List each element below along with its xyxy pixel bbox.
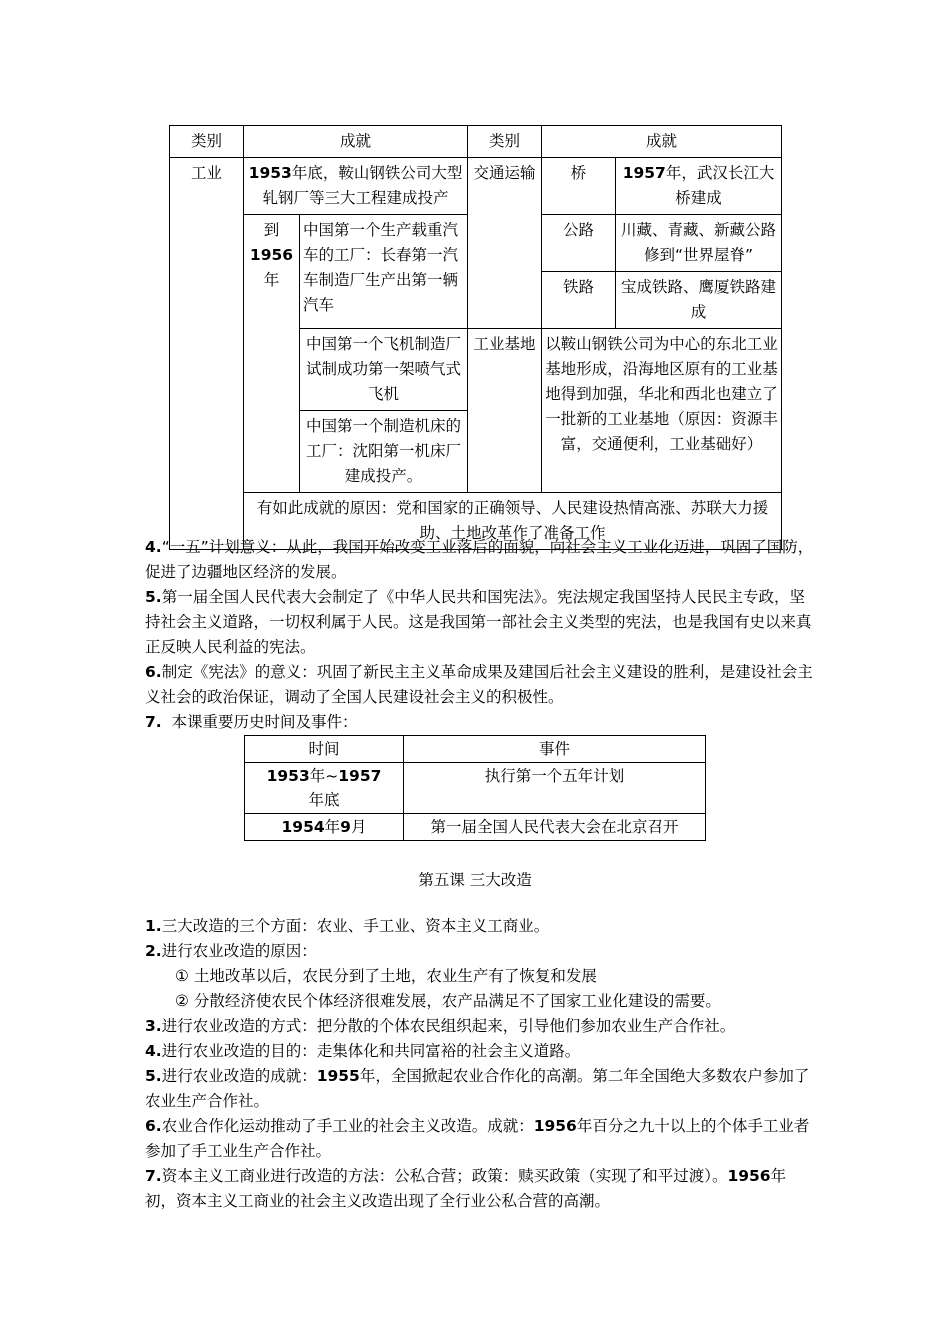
cell-rail: 宝成铁路、鹰厦铁路建成: [616, 272, 782, 329]
b-item-2-sub-1: ① 土地改革以后，农民分到了土地，农业生产有了恢复和发展: [175, 967, 597, 985]
b-item-4: 4.进行农业改造的目的：走集体化和共同富裕的社会主义道路。: [145, 1042, 581, 1060]
lesson-title: 第五课 三大改造: [418, 871, 532, 889]
cell-industrial-base: 以鞍山钢铁公司为中心的东北工业基地形成，沿海地区原有的工业基地得到加强，华北和西北也建立了一批新的工业基地（原因：资源丰富，交通便利，工业基础好）: [542, 329, 782, 493]
cell-anshan: 1953年底，鞍山钢铁公司大型轧钢厂等三大工程建成投产: [244, 158, 468, 215]
b-item-2: 2.进行农业改造的原因：: [145, 942, 317, 960]
cell-bridge: 1957年，武汉长江大桥建成: [616, 158, 782, 215]
label-road: 公路: [542, 215, 616, 272]
header-achievement-1: 成就: [244, 126, 468, 158]
b-item-7: 7.资本主义工商业进行改造的方法：公私合营；政策：赎买政策（实现了和平过渡）。1956年初，资本主义工商业的社会主义改造出现了全行业公私合营的高潮。: [145, 1167, 787, 1210]
header-event: 事件: [404, 736, 706, 763]
cell-plane: 中国第一个飞机制造厂试制成功第一架喷气式飞机: [300, 329, 468, 411]
cell-machine-tool: 中国第一个制造机床的工厂：沈阳第一机床厂建成投产。: [300, 411, 468, 493]
label-bridge: 桥: [542, 158, 616, 215]
b-item-6: 6.农业合作化运动推动了手工业的社会主义改造。成就：1956年百分之九十以上的个体手工业者参加了手工业生产合作社。: [145, 1117, 810, 1160]
cell-road: 川藏、青藏、新藏公路修到“世界屋脊”: [616, 215, 782, 272]
category-industrial-base: 工业基地: [468, 329, 542, 493]
row-2-time: 1954年9月: [245, 814, 404, 841]
header-category-1: 类别: [170, 126, 244, 158]
label-rail: 铁路: [542, 272, 616, 329]
b-item-5: 5.进行农业改造的成就：1955年，全国掀起农业合作化的高潮。第二年全国绝大多数农户参加了农业生产合作社。: [145, 1067, 810, 1110]
b-item-3: 3.进行农业改造的方式：把分散的个体农民组织起来，引导他们参加农业生产合作社。: [145, 1017, 736, 1035]
category-industry: 工业: [170, 158, 244, 550]
row-1-time: 1953年~1957 年底: [245, 763, 404, 814]
row-2-event: 第一届全国人民代表大会在北京召开: [404, 814, 706, 841]
b-item-2-sub-2: ② 分散经济使农民个体经济很难发展，农产品满足不了国家工业化建设的需要。: [175, 992, 721, 1010]
cell-reason: 有如此成就的原因：党和国家的正确领导、人民建设热情高涨、苏联大力援助、土地改革作了准备工作: [244, 493, 782, 550]
cell-to-1956: 到 1956 年: [244, 215, 300, 493]
row-1-event: 执行第一个五年计划: [404, 763, 706, 814]
category-transport: 交通运输: [468, 158, 542, 329]
item-7: 7. 本课重要历史时间及事件：: [145, 713, 358, 731]
achievements-table: [169, 125, 782, 550]
header-achievement-2: 成就: [542, 126, 782, 158]
item-6: 6.制定《宪法》的意义：巩固了新民主主义革命成果及建国后社会主义建设的胜利，是建设社会主义社会的政治保证，调动了全国人民建设社会主义的积极性。: [145, 663, 813, 706]
timeline-table: [244, 735, 706, 841]
item-4: 4.“一五”计划意义：从此，我国开始改变工业落后的面貌，向社会主义工业化迈进，巩固了国防，促进了边疆地区经济的发展。: [145, 538, 814, 581]
header-category-2: 类别: [468, 126, 542, 158]
cell-truck: 中国第一个生产载重汽车的工厂：长春第一汽车制造厂生产出第一辆汽车: [300, 215, 468, 329]
item-5: 5.第一届全国人民代表大会制定了《中华人民共和国宪法》。宪法规定我国坚持人民民主专政，坚持社会主义道路，一切权利属于人民。这是我国第一部社会主义类型的宪法，也是我国有史以来真正反映人民利益的宪法。: [145, 588, 812, 656]
b-item-1: 1.三大改造的三个方面：农业、手工业、资本主义工商业。: [145, 917, 550, 935]
header-time: 时间: [245, 736, 404, 763]
